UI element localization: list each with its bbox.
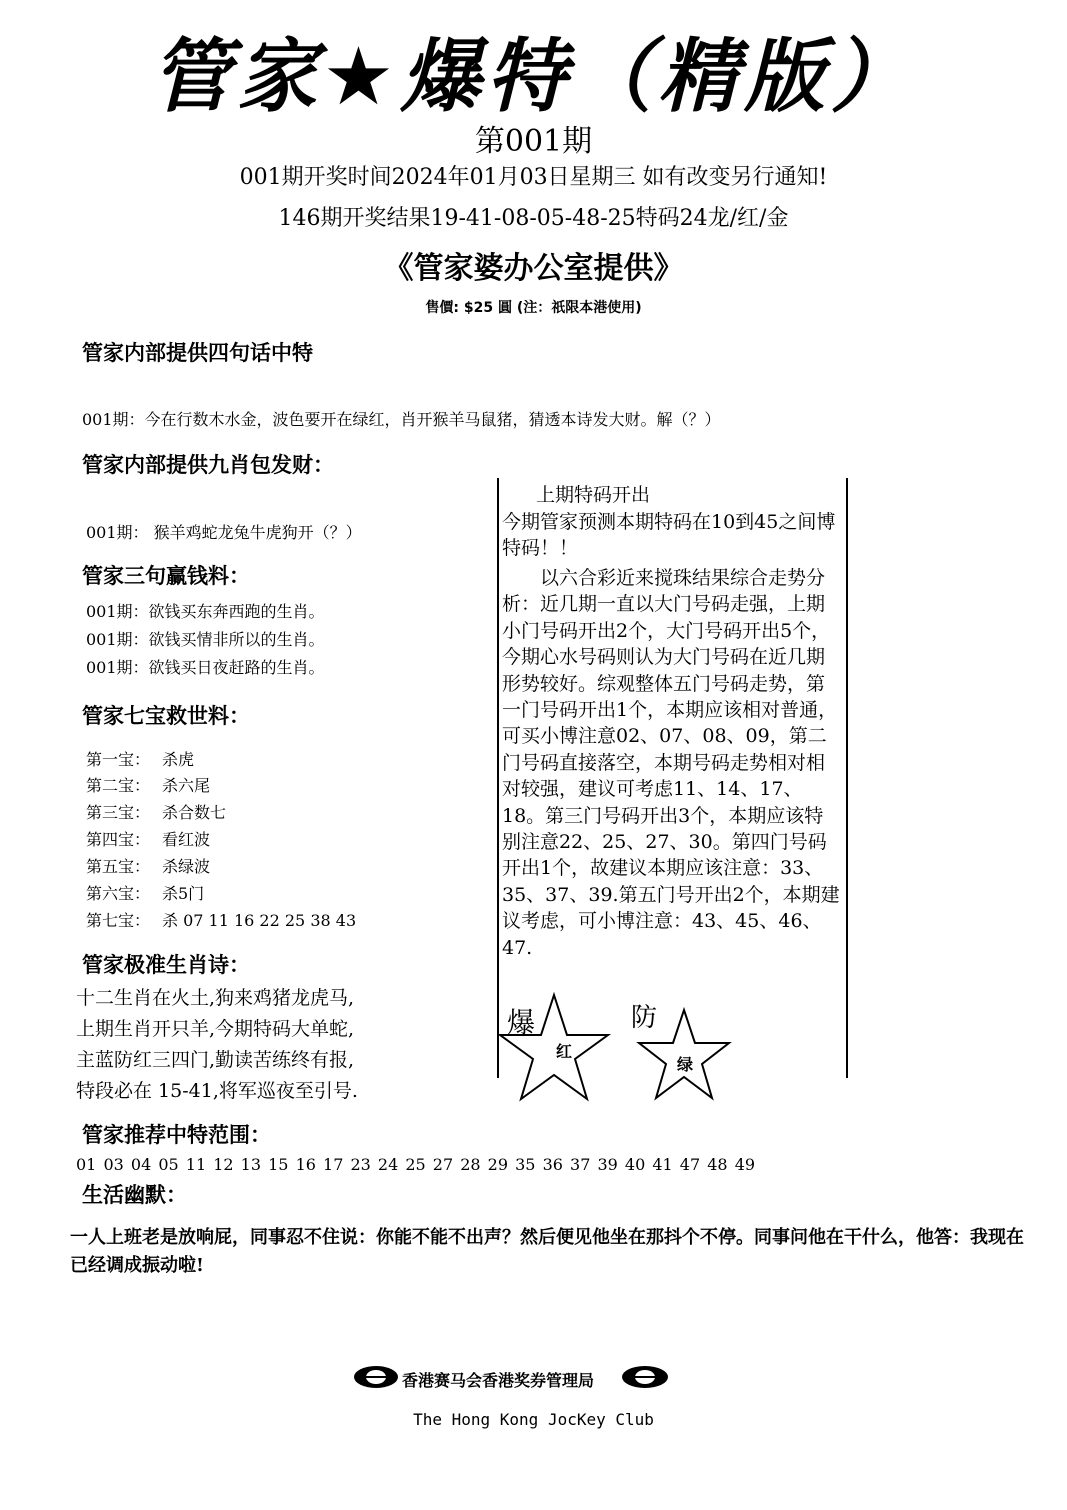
treasure-key: 第二宝： — [86, 776, 151, 795]
treasure-item — [86, 884, 204, 904]
jockey-club-emblem-left-icon — [352, 1364, 400, 1390]
section-four-lines-heading: 管家内部提供四句话中特 — [82, 341, 313, 365]
zodiac-poem-line: 主蓝防红三四门,勤读苦练终有报, — [76, 1049, 355, 1071]
analysis-box-title: 上期特码开出 — [536, 484, 651, 506]
section-three-lines-heading: 管家三句赢钱料： — [82, 564, 250, 588]
provider-line: 《管家婆办公室提供》 — [383, 251, 684, 286]
treasure-value: 杀 07 11 16 22 25 38 43 — [162, 911, 357, 930]
treasure-value: 看红波 — [162, 830, 211, 849]
treasure-value: 杀5门 — [162, 884, 205, 903]
treasure-value: 杀六尾 — [162, 776, 211, 795]
treasure-key: 第五宝： — [86, 857, 151, 876]
section-range-heading: 管家推荐中特范围： — [82, 1123, 271, 1147]
masthead-title: 管家★爆特（精版） — [150, 30, 917, 123]
zodiac-poem-line: 特段必在 15-41,将军巡夜至引号. — [76, 1080, 358, 1102]
treasure-item — [86, 830, 210, 850]
jockey-club-emblem-right-icon — [620, 1364, 670, 1390]
section-nine-zodiac-text: 001期： 猴羊鸡蛇龙兔牛虎狗开（？） — [86, 523, 362, 542]
treasure-item — [86, 803, 226, 823]
humor-text: 一人上班老是放响屁，同事忍不住说：你能不能不出声？然后便见他坐在那抖个不停。同事问他在干什么，他答：我现在已经调成振动啦! — [70, 1227, 1024, 1276]
treasure-key: 第三宝： — [86, 803, 151, 822]
section-nine-zodiac-heading: 管家内部提供九肖包发财： — [82, 453, 334, 477]
analysis-box-forecast: 今期管家预测本期特码在10到45之间博特码！！ — [502, 511, 836, 560]
zodiac-poem-line: 上期生肖开只羊,今期特码大单蛇, — [76, 1018, 355, 1040]
star-badges — [497, 992, 837, 1112]
star-inner-red: 红 — [556, 1042, 573, 1061]
treasure-key: 第四宝： — [86, 830, 151, 849]
treasure-value: 杀合数七 — [162, 803, 227, 822]
draw-notice: 001期开奖时间2024年01月03日星期三 如有改变另行通知! — [239, 165, 828, 190]
treasure-item — [86, 857, 210, 877]
range-numbers: 01 03 04 05 11 12 13 15 16 17 23 24 25 27 28 29 35 36 37 39 40 41 47 48 49 — [76, 1155, 756, 1174]
star-label-fang: 防 — [631, 1003, 658, 1033]
treasure-key: 第六宝： — [86, 884, 151, 903]
section-seven-treasures-heading: 管家七宝救世料： — [82, 704, 250, 728]
treasure-key: 第一宝： — [86, 750, 151, 769]
treasure-item — [86, 750, 194, 770]
section-humor-heading: 生活幽默： — [82, 1183, 187, 1207]
treasure-item — [86, 911, 356, 931]
section-four-lines-text: 001期：今在行数木水金，波色要开在绿红，肖开猴羊马鼠猪，猜透本诗发大财。解（？） — [82, 410, 721, 429]
treasure-value: 杀绿波 — [162, 857, 211, 876]
issue-number: 第001期 — [474, 124, 593, 159]
star-inner-green: 绿 — [677, 1055, 694, 1074]
footer-english-name: The Hong Kong JocKey Club — [413, 1410, 654, 1429]
last-result: 146期开奖结果19-41-08-05-48-25特码24龙/红/金 — [278, 206, 789, 231]
three-lines-item: 001期：欲钱买东奔西跑的生肖。 — [86, 602, 325, 621]
treasure-item — [86, 776, 210, 796]
section-zodiac-poem-heading: 管家极准生肖诗： — [82, 953, 250, 977]
footer-chinese-name: 香港赛马会香港奖券管理局 — [402, 1371, 595, 1390]
analysis-box-body: 以六合彩近来搅珠结果综合走势分析：近几期一直以大门号码走强，上期小门号码开出2个，大门号码开出5个，今期心水号码则认为大门号码在近几期形势较好。综观整体五门号码走势，第一门号码开出1个，本期应该相对普通，可买小博注意02、07、08、09，第二门号码直接落空，本期号码走势相对相对较强，建议可考虑11、14、17、18。第三门号码开出3个，本期应该特别注意22、25、27、30。第四门号码开出1个，故建议本期应该注意：33、35、37、39.第五门号开出2个，本期建议考虑，可小博注意：43、45、46、47. — [502, 567, 840, 959]
three-lines-item: 001期：欲钱买情非所以的生肖。 — [86, 630, 325, 649]
three-lines-item: 001期：欲钱买日夜赶路的生肖。 — [86, 658, 325, 677]
treasure-key: 第七宝： — [86, 911, 151, 930]
price-note: 售價: $25 圓 (注：祇限本港使用) — [425, 300, 642, 316]
zodiac-poem-line: 十二生肖在火土,狗来鸡猪龙虎马, — [76, 987, 355, 1009]
treasure-value: 杀虎 — [162, 750, 195, 769]
star-label-bao: 爆 — [507, 1006, 536, 1039]
